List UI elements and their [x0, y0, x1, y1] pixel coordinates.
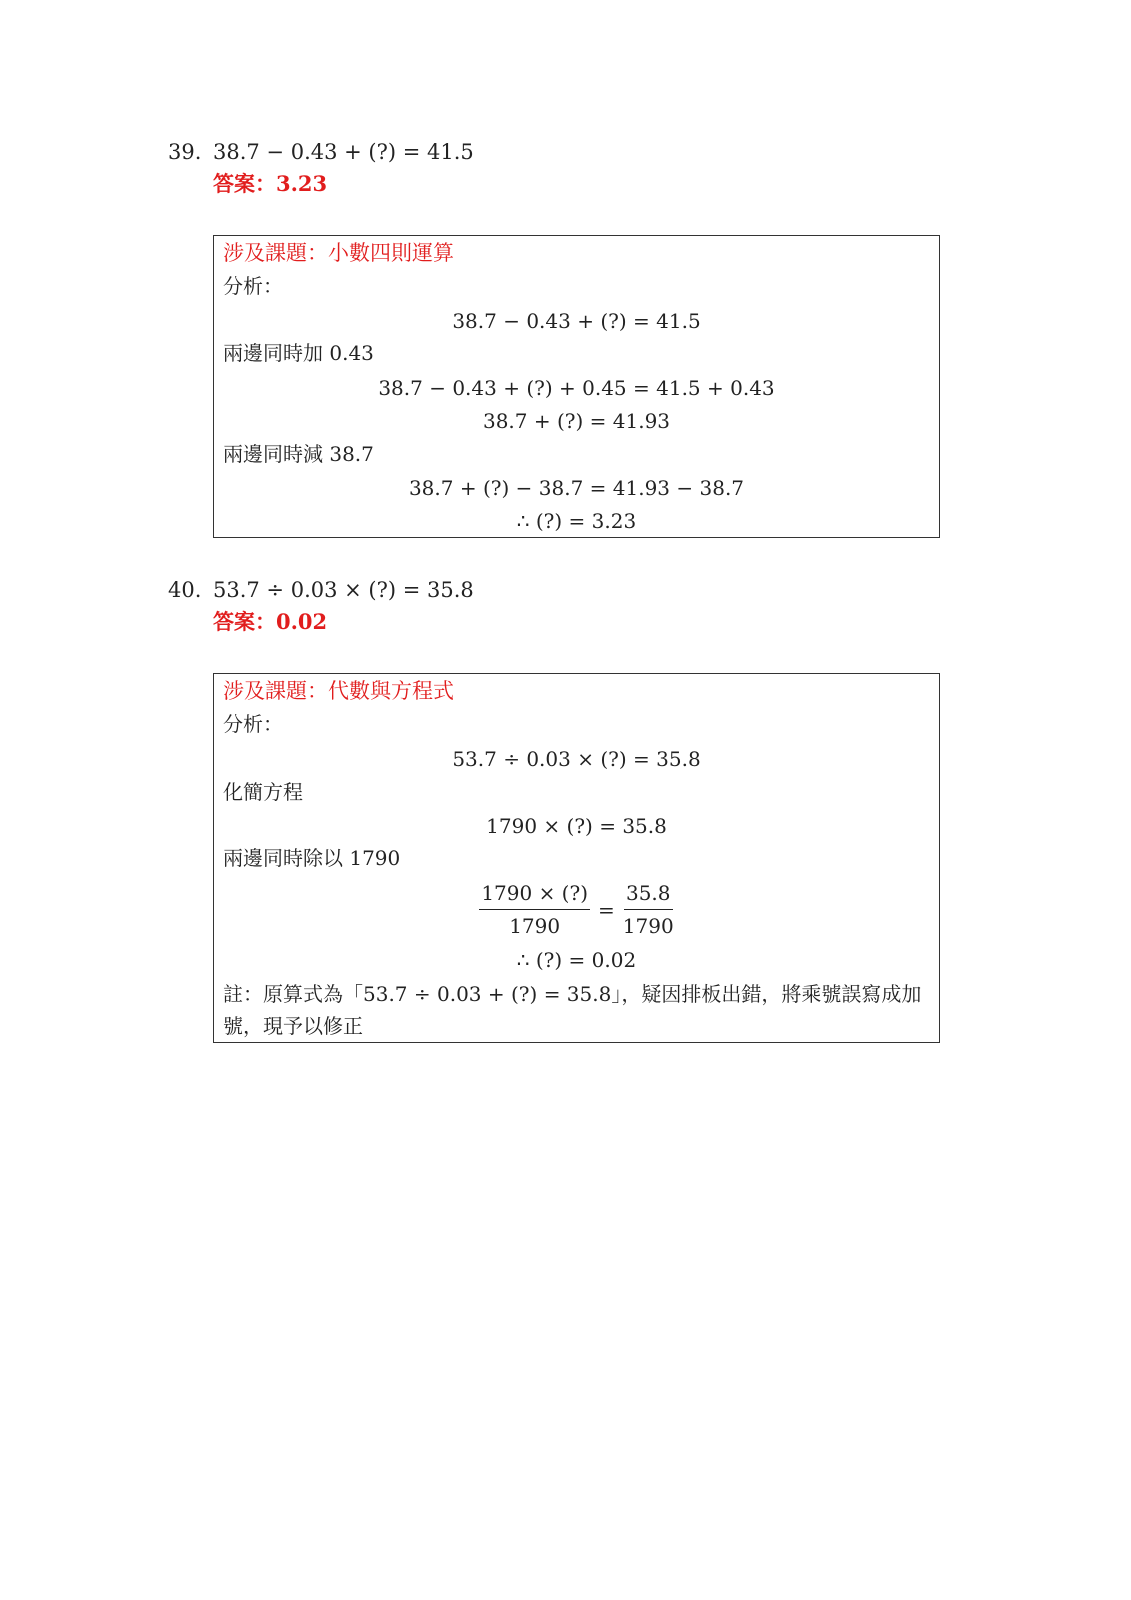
equation-line: 38.7 − 0.43 + (?) = 41.5 — [452, 309, 701, 333]
step-description: 兩邊同時加 0.43 — [223, 341, 374, 365]
equation-line: 38.7 + (?) − 38.7 = 41.93 − 38.7 — [408, 476, 745, 500]
topic-heading: 涉及課題：小數四則運算 — [223, 241, 454, 265]
correction-note: 註：原算式為「53.7 ÷ 0.03 + (?) = 35.8」，疑因排板出錯，將乘號誤寫成加號，現予以修正 — [223, 982, 922, 1038]
right-fraction — [623, 879, 674, 940]
fraction-numerator: 35.8 — [624, 879, 673, 910]
step-description: 化簡方程 — [223, 780, 303, 804]
question-40-expression: 53.7 ÷ 0.03 × (?) = 35.8 — [213, 578, 474, 602]
question-40-analysis-box — [213, 673, 940, 1043]
question-39-expression: 38.7 − 0.43 + (?) = 41.5 — [213, 140, 474, 164]
question-40-answer: 答案：0.02 — [213, 609, 328, 634]
left-fraction — [479, 879, 590, 940]
analysis-label: 分析： — [223, 274, 283, 298]
equation-line: 53.7 ÷ 0.03 × (?) = 35.8 — [452, 747, 701, 771]
equals-sign: = — [598, 897, 615, 922]
question-40-number: 40. — [168, 578, 202, 602]
question-39-number: 39. — [168, 140, 202, 164]
conclusion-line: ∴ (?) = 3.23 — [516, 509, 637, 533]
fraction-denominator: 1790 — [622, 914, 674, 938]
fraction-numerator: 1790 × (?) — [479, 879, 590, 910]
equation-line: 1790 × (?) = 35.8 — [486, 814, 667, 838]
equation-line: 38.7 − 0.43 + (?) + 0.45 = 41.5 + 0.43 — [378, 376, 775, 400]
equation-line: 38.7 + (?) = 41.93 — [482, 409, 671, 433]
fraction-equation — [214, 879, 939, 940]
analysis-label: 分析： — [223, 712, 283, 736]
fraction-denominator: 1790 — [509, 914, 561, 938]
topic-heading: 涉及課題：代數與方程式 — [223, 679, 454, 703]
conclusion-line: ∴ (?) = 0.02 — [516, 948, 637, 972]
question-39-answer: 答案：3.23 — [213, 171, 328, 196]
step-description: 兩邊同時除以 1790 — [223, 846, 401, 870]
step-description: 兩邊同時減 38.7 — [223, 442, 374, 466]
question-39-analysis-box — [213, 235, 940, 538]
